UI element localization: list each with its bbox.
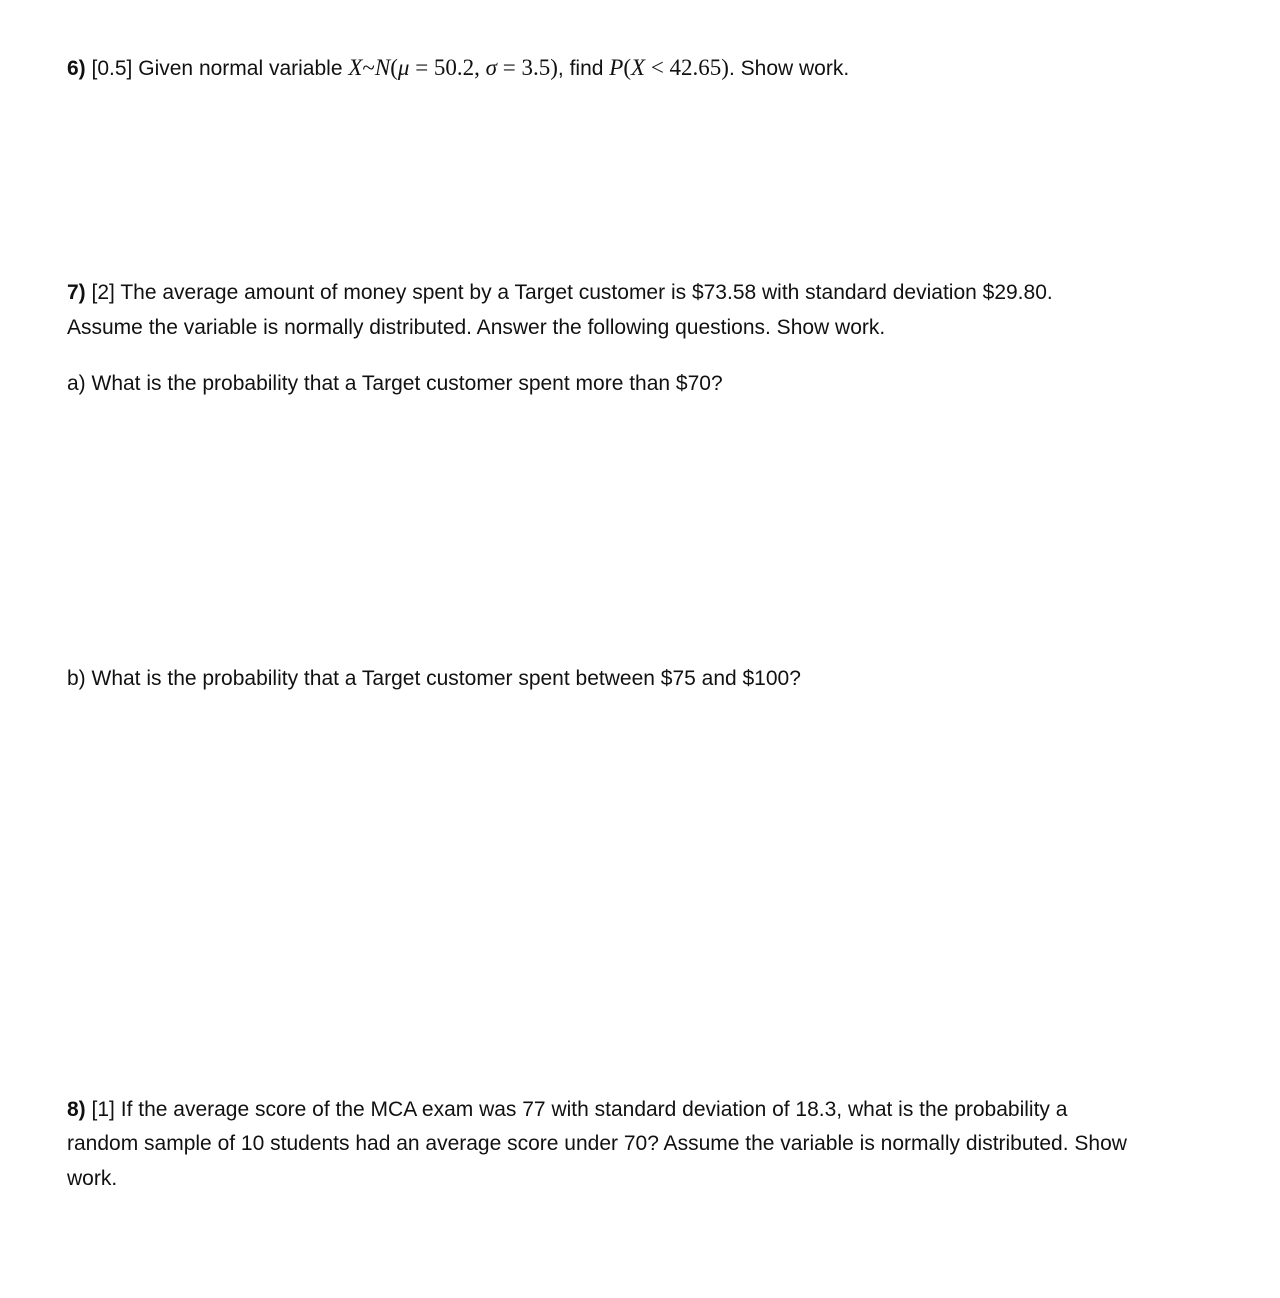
math-var-x: X <box>348 55 363 80</box>
math-sigma-value: = 3.5) <box>497 55 558 80</box>
question-6 <box>67 51 849 86</box>
math-sigma: σ <box>485 55 498 80</box>
math-tilde: ~ <box>362 55 375 80</box>
math-var-x: X <box>631 55 646 80</box>
question-8-line-1 <box>67 1093 1067 1127</box>
math-mu: μ <box>397 55 410 80</box>
question-points: [0.5] <box>91 57 133 80</box>
math-var-n: N <box>374 55 391 80</box>
math-distribution <box>348 55 558 80</box>
question-7-line-2: Assume the variable is normally distributed. Answer the following questions. Show work. <box>67 316 886 339</box>
question-8-line-3: work. <box>67 1167 118 1190</box>
question-8-line-2: random sample of 10 students had an average score under 70? Assume the variable is normally distributed. Show <box>67 1132 1127 1155</box>
math-paren: ( <box>390 55 398 80</box>
question-points: [2] <box>91 281 115 304</box>
question-number: 6) <box>67 57 86 80</box>
question-text: The average amount of money spent by a Target customer is $73.58 with standard deviation $29.80. <box>120 281 1053 304</box>
question-7a: a) What is the probability that a Target customer spent more than $70? <box>67 372 723 395</box>
math-probability <box>609 55 729 80</box>
math-inequality: < 42.65) <box>645 55 729 80</box>
question-text: Given normal variable <box>138 57 343 80</box>
math-var-p: P <box>609 55 624 80</box>
question-number: 8) <box>67 1098 86 1121</box>
question-number: 7) <box>67 281 86 304</box>
question-7-line-1 <box>67 276 1053 310</box>
math-mu-value: = 50.2, <box>409 55 486 80</box>
question-7b: b) What is the probability that a Target customer spent between $75 and $100? <box>67 667 801 690</box>
question-text: If the average score of the MCA exam was 77 with standard deviation of 18.3, what is the probability a <box>120 1098 1068 1121</box>
math-paren: ( <box>623 55 632 80</box>
question-text-suffix: . Show work. <box>728 57 850 80</box>
question-text-mid: , find <box>557 57 604 80</box>
question-points: [1] <box>91 1098 115 1121</box>
